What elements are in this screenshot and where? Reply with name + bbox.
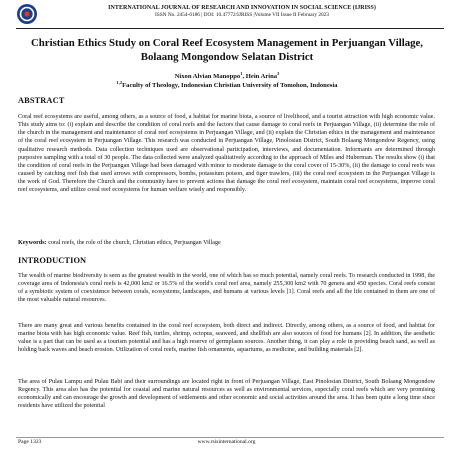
journal-name: INTERNATIONAL JOURNAL OF RESEARCH AND INNOVATION IN SOCIAL SCIENCE (IJRISS) (108, 5, 376, 11)
author-affiliation-marker: 2 (277, 71, 280, 76)
issn-doi-line: ISSN No. 2454-6186 | DOI: 10.47772/IJRISS |Volume VII Issue II February 2023 (155, 12, 329, 18)
affiliation-text: Faculty of Theology, Indonesian Christian University of Tomohon, Indonesia (122, 82, 338, 90)
journal-logo-icon (16, 3, 38, 25)
keywords-line (18, 239, 435, 247)
page-number: Page 1323 (18, 439, 42, 445)
affiliation-marker: 1,2 (116, 80, 123, 85)
journal-website: www.rsisinternational.org (197, 439, 256, 445)
introduction-heading: INTRODUCTION (18, 256, 87, 265)
abstract-text: Coral reef ecosystems are useful, among others, as a source of food, a habitat for marine biota, a source of livelihood, and a tourist attraction with high economic value. This study aims to: (i) explain and describe the condition of coral reefs and the factors that cause damage to coral reefs in Perjuangan Village, (ii) determine the role of the church in the management and maintenance of coral reef ecosystems in Perjuangan Village, and (ii) explain the Christian ethics in the management and maintenance of the coral reef ecosystem in Perjuangan Village. This research was conducted in Perjuangan Village, Pinolosian District, South Bolaang Mongondow Regency, using qualitative research methods. Data collection techniques used are observational participation, interviews, and documentation. Informants are determined through purposive sampling with a total of 30 people. The data collected were analyzed qualitatively according to the approach of Miles and Huberman. The results show (i) that the condition of coral reefs in the Perjuangan Village had been damaged with minor to moderate damage to the coral cover of 15-30%, (ii) the damage to coral reefs was caused by catching reef fish that used arrows with compressors, bombs, potassium poison, and tiger trawlers, (iii) the coral reef ecosystem in the Perjuangan Village is the work of God. Therefore the Church and the community have to prevent actions that damage the coral reef ecosystem, maintain coral reef ecosystems, improve coral reef ecosystems, and utilize coral reef ecosystems for human welfare wisely and responsibly. (18, 114, 435, 194)
introduction-paragraph-2: There are many great and various benefits contained in the coral reef ecosystem, both direct and indirect. Directly, among others, as a source of food, and habitat for marine biota with has high economic value. Reef fish, turtles, shrimp, octopus, seaweed, and shellfish are also sources of food for humans [2]. In addition, the aesthetic value is a part that can be used as a tourism potential and has a high reserve of germplasm sources. Another thing, it can play a role in providing beach sand, as well as holding back waves and beach erosion. Utilization of coral reefs, marine fish ornaments, aquariums, as medicine, and building materials [2]. (18, 323, 435, 354)
journal-header (16, 3, 444, 27)
author-name: Nixon Alvian Manoppo (174, 73, 241, 81)
author-name: Hein Arina (245, 73, 278, 81)
introduction-paragraph-1: The wealth of marine biodiversity is seen as the greatest wealth in the world, one of which has so much potential, namely coral reefs. To research conducted in 1998, the coverage area of Indonesia's coral reefs is 42,000 km2 or 16.5% of the world's coral reef area, namely 255,300 km2 with 70 genera and 450 species. Coral reefs consist of a symbiotic system of coexistence between corals, ecosystems, landscapes, and humans at various levels [1]. Coral reefs and all the life contained in them are one of the most valuable natural resources. (18, 273, 435, 304)
keywords-label: Keywords: (18, 240, 47, 246)
header-divider (16, 28, 444, 29)
author-affiliation-marker: 1 (240, 71, 243, 76)
paper-title: Christian Ethics Study on Coral Reef Ecosystem Management in Perjuangan Village, Bolaang Mongondow Selatan District (31, 37, 423, 63)
author-separator: , (242, 73, 246, 81)
footer-divider (16, 437, 444, 438)
introduction-paragraph-3: The area of Pulau Lampu and Pulau Babi and their surroundings are located right in front of Perjuangan Village, East Pinolosian District, South Bolaang Mongondow Regency. This area also has the potential for coastal and marine natural resources as well as environmental services, especially coral reefs which are very promising economically and can encourage the growth and development of settlements and other economic and social activities around the area. It has been quite a long time since residents have utilized the potential (18, 379, 435, 410)
affiliation-line (18, 78, 436, 90)
abstract-heading: ABSTRACT (18, 96, 65, 105)
keywords-text: coral reefs, the role of the church, Christian ethics, Perjuangan Village (46, 240, 221, 246)
